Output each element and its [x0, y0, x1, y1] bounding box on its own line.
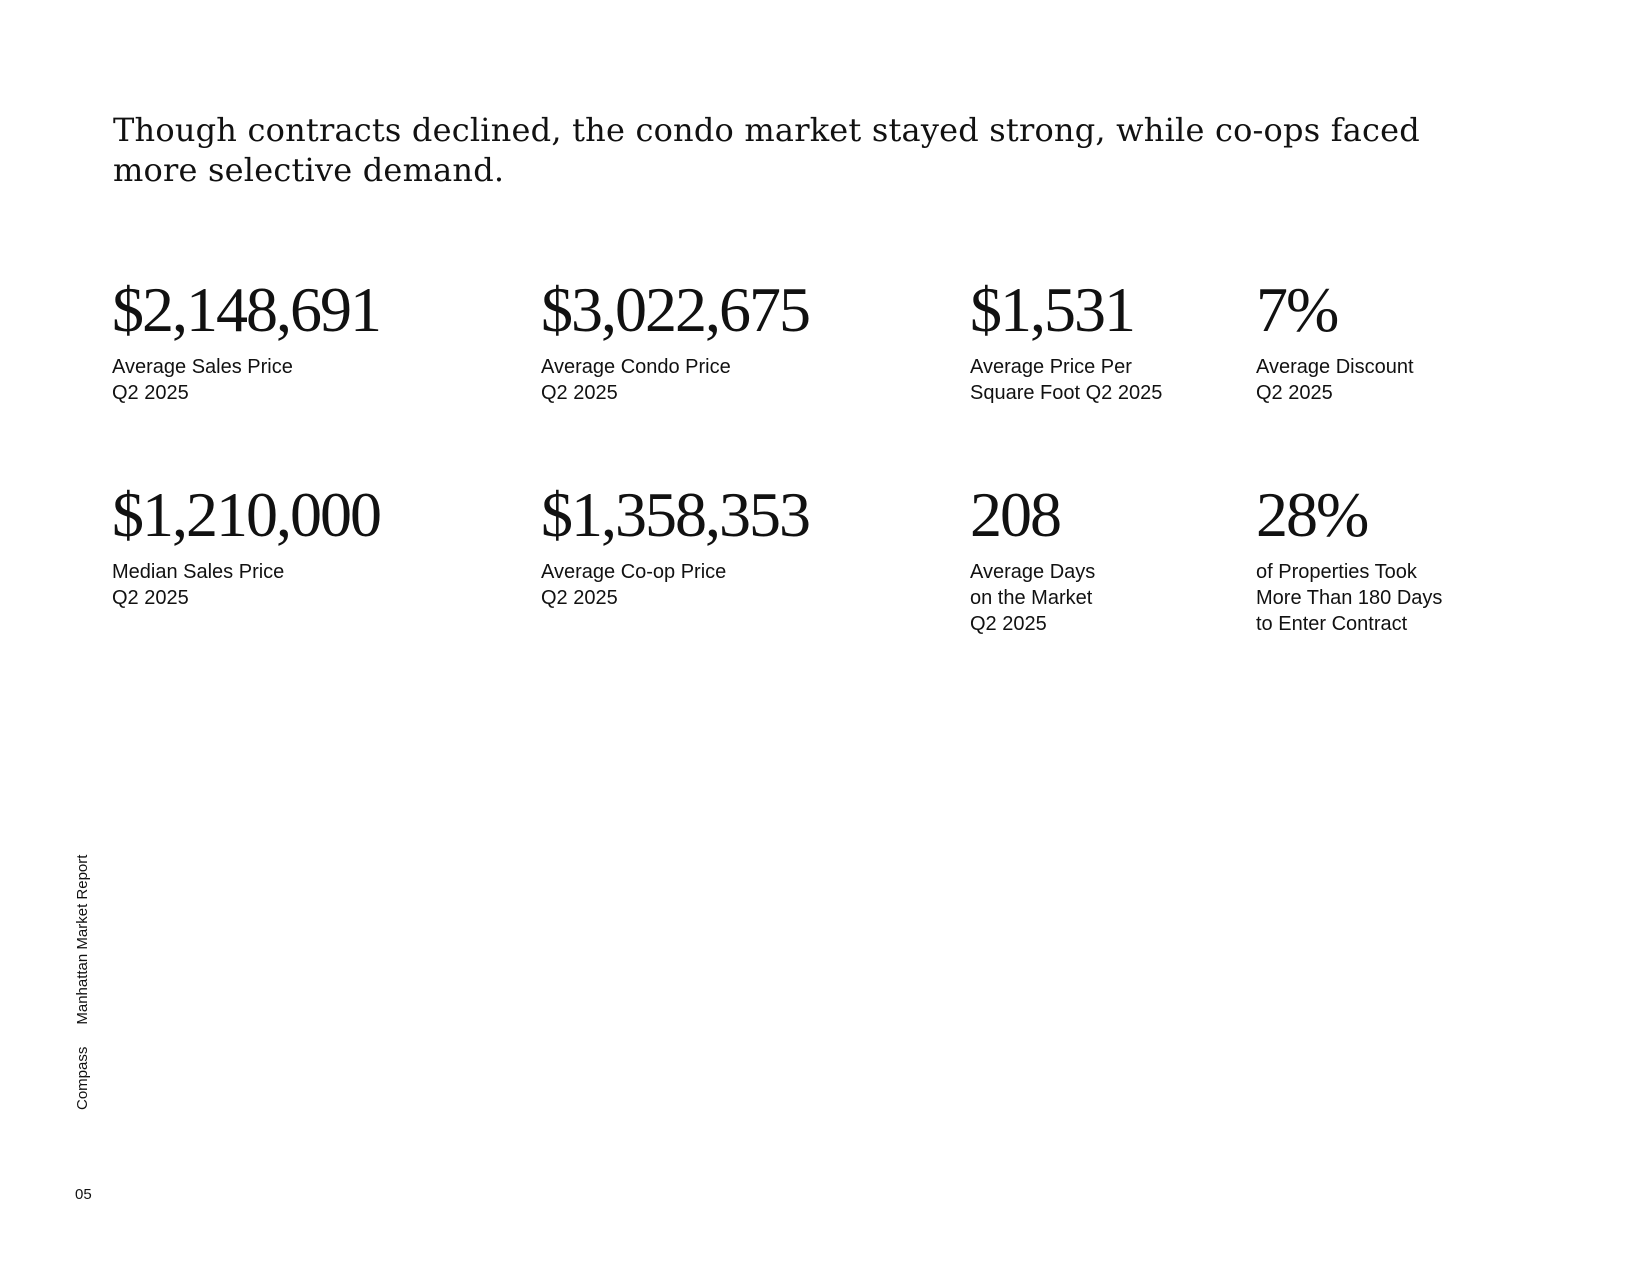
stat-label: Average Sales Price Q2 2025: [112, 356, 293, 404]
stat-value: $2,148,691: [112, 274, 380, 345]
stat-label: Average Days on the Market Q2 2025: [970, 561, 1096, 635]
stat-value: $1,531: [970, 274, 1134, 345]
stat-value: 208: [970, 479, 1060, 550]
stat-average-price-per-square-foot: [970, 274, 1163, 406]
stat-average-coop-price: [541, 479, 809, 611]
stat-value: $1,210,000: [112, 479, 380, 550]
stat-average-days-on-market: [970, 479, 1096, 637]
stat-value: $1,358,353: [541, 479, 809, 550]
stat-average-sales-price: [112, 274, 380, 406]
page-number: 05: [75, 1186, 92, 1203]
stat-median-sales-price: [112, 479, 380, 611]
stat-average-condo-price: [541, 274, 809, 406]
stat-properties-over-180-days: [1256, 479, 1443, 637]
page-headline: Though contracts declined, the condo market stayed strong, while co-ops faced more selective demand.: [113, 111, 1420, 189]
report-title: Manhattan Market Report: [74, 854, 91, 1025]
stat-value: 28%: [1256, 479, 1368, 550]
stat-label: of Properties Took More Than 180 Days to Enter Contract: [1256, 561, 1443, 635]
stat-label: Average Condo Price Q2 2025: [541, 356, 731, 404]
stat-value: $3,022,675: [541, 274, 809, 345]
vertical-footer: [74, 855, 92, 1110]
stat-label: Average Discount Q2 2025: [1256, 356, 1414, 404]
stat-value: 7%: [1256, 274, 1338, 345]
stat-label: Average Price Per Square Foot Q2 2025: [970, 356, 1163, 404]
stat-average-discount: [1256, 274, 1414, 406]
brand-name: Compass: [74, 1046, 91, 1110]
stat-label: Average Co-op Price Q2 2025: [541, 561, 727, 609]
stat-label: Median Sales Price Q2 2025: [112, 561, 285, 609]
